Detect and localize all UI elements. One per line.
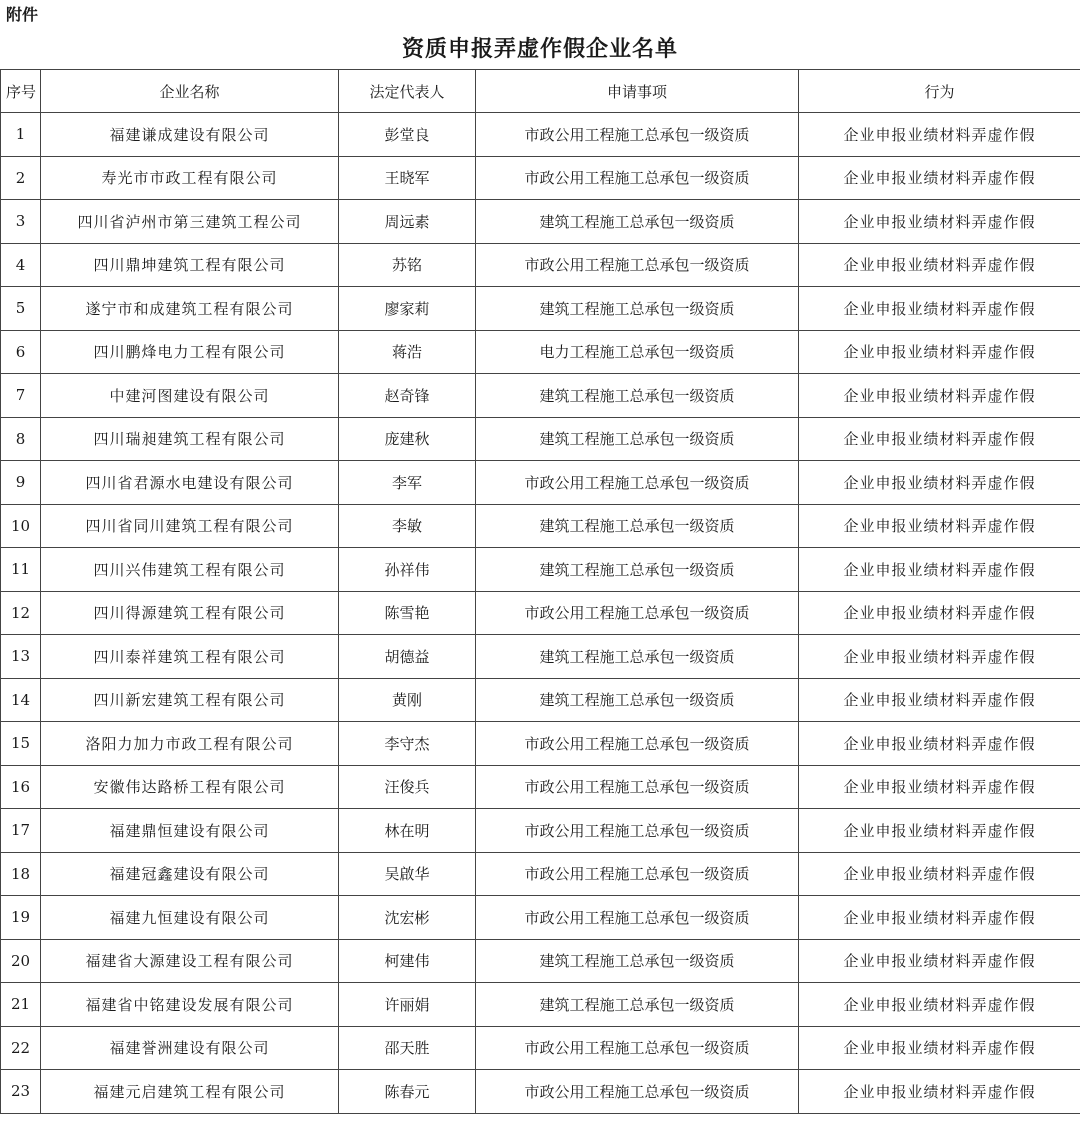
cell-representative: 沈宏彬 [339, 896, 476, 940]
table-row [1, 1026, 1080, 1070]
cell-representative: 赵奇锋 [339, 374, 476, 418]
cell-representative: 李军 [339, 461, 476, 505]
cell-application: 市政公用工程施工总承包一级资质 [476, 722, 799, 766]
cell-company: 四川省君源水电建设有限公司 [41, 461, 339, 505]
cell-representative: 王晓军 [339, 156, 476, 200]
cell-behavior: 企业申报业绩材料弄虚作假 [799, 678, 1080, 722]
cell-application: 市政公用工程施工总承包一级资质 [476, 243, 799, 287]
table-row [1, 591, 1080, 635]
cell-representative: 李敏 [339, 504, 476, 548]
cell-no: 20 [1, 939, 41, 983]
cell-company: 遂宁市和成建筑工程有限公司 [41, 287, 339, 331]
cell-company: 四川泰祥建筑工程有限公司 [41, 635, 339, 679]
cell-behavior: 企业申报业绩材料弄虚作假 [799, 461, 1080, 505]
cell-no: 18 [1, 852, 41, 896]
cell-company: 福建鼎恒建设有限公司 [41, 809, 339, 853]
cell-behavior: 企业申报业绩材料弄虚作假 [799, 504, 1080, 548]
cell-behavior: 企业申报业绩材料弄虚作假 [799, 765, 1080, 809]
table-row [1, 939, 1080, 983]
cell-behavior: 企业申报业绩材料弄虚作假 [799, 852, 1080, 896]
table-row [1, 417, 1080, 461]
cell-no: 19 [1, 896, 41, 940]
cell-company: 安徽伟达路桥工程有限公司 [41, 765, 339, 809]
cell-behavior: 企业申报业绩材料弄虚作假 [799, 1026, 1080, 1070]
table-row [1, 1070, 1080, 1114]
cell-representative: 苏铭 [339, 243, 476, 287]
cell-application: 建筑工程施工总承包一级资质 [476, 635, 799, 679]
table-row [1, 113, 1080, 157]
cell-representative: 林在明 [339, 809, 476, 853]
cell-representative: 周远素 [339, 200, 476, 244]
table-body [1, 113, 1080, 1114]
cell-company: 福建谦成建设有限公司 [41, 113, 339, 157]
cell-company: 福建誉洲建设有限公司 [41, 1026, 339, 1070]
table-row [1, 243, 1080, 287]
cell-no: 15 [1, 722, 41, 766]
cell-company: 福建九恒建设有限公司 [41, 896, 339, 940]
cell-behavior: 企业申报业绩材料弄虚作假 [799, 156, 1080, 200]
cell-behavior: 企业申报业绩材料弄虚作假 [799, 591, 1080, 635]
cell-representative: 胡德益 [339, 635, 476, 679]
cell-application: 建筑工程施工总承包一级资质 [476, 200, 799, 244]
cell-representative: 蒋浩 [339, 330, 476, 374]
header-application: 申请事项 [476, 70, 799, 113]
cell-company: 福建元启建筑工程有限公司 [41, 1070, 339, 1114]
cell-no: 1 [1, 113, 41, 157]
cell-behavior: 企业申报业绩材料弄虚作假 [799, 200, 1080, 244]
table-row [1, 287, 1080, 331]
table-row [1, 200, 1080, 244]
cell-application: 市政公用工程施工总承包一级资质 [476, 591, 799, 635]
cell-no: 14 [1, 678, 41, 722]
cell-behavior: 企业申报业绩材料弄虚作假 [799, 243, 1080, 287]
cell-application: 市政公用工程施工总承包一级资质 [476, 852, 799, 896]
cell-no: 16 [1, 765, 41, 809]
cell-behavior: 企业申报业绩材料弄虚作假 [799, 722, 1080, 766]
cell-no: 6 [1, 330, 41, 374]
cell-no: 11 [1, 548, 41, 592]
cell-representative: 邵天胜 [339, 1026, 476, 1070]
table-row [1, 156, 1080, 200]
table-row [1, 809, 1080, 853]
cell-no: 4 [1, 243, 41, 287]
cell-company: 四川鹏烽电力工程有限公司 [41, 330, 339, 374]
cell-company: 福建冠鑫建设有限公司 [41, 852, 339, 896]
table-row [1, 765, 1080, 809]
table-row [1, 548, 1080, 592]
cell-company: 寿光市市政工程有限公司 [41, 156, 339, 200]
table-row [1, 635, 1080, 679]
cell-behavior: 企业申报业绩材料弄虚作假 [799, 417, 1080, 461]
cell-company: 四川省泸州市第三建筑工程公司 [41, 200, 339, 244]
table-header-row [1, 70, 1080, 113]
cell-application: 建筑工程施工总承包一级资质 [476, 504, 799, 548]
cell-representative: 彭堂良 [339, 113, 476, 157]
cell-behavior: 企业申报业绩材料弄虚作假 [799, 287, 1080, 331]
table-row [1, 678, 1080, 722]
cell-representative: 庞建秋 [339, 417, 476, 461]
cell-application: 市政公用工程施工总承包一级资质 [476, 1026, 799, 1070]
cell-no: 13 [1, 635, 41, 679]
cell-behavior: 企业申报业绩材料弄虚作假 [799, 983, 1080, 1027]
header-company: 企业名称 [41, 70, 339, 113]
cell-no: 3 [1, 200, 41, 244]
cell-no: 7 [1, 374, 41, 418]
cell-no: 9 [1, 461, 41, 505]
cell-no: 22 [1, 1026, 41, 1070]
enterprise-table [0, 69, 1080, 1114]
cell-representative: 廖家莉 [339, 287, 476, 331]
cell-application: 建筑工程施工总承包一级资质 [476, 374, 799, 418]
cell-behavior: 企业申报业绩材料弄虚作假 [799, 635, 1080, 679]
cell-company: 福建省大源建设工程有限公司 [41, 939, 339, 983]
table-row [1, 983, 1080, 1027]
cell-behavior: 企业申报业绩材料弄虚作假 [799, 374, 1080, 418]
table-row [1, 330, 1080, 374]
table-row [1, 504, 1080, 548]
header-no: 序号 [1, 70, 41, 113]
page-title: 资质申报弄虚作假企业名单 [401, 36, 678, 62]
table-row [1, 461, 1080, 505]
cell-no: 5 [1, 287, 41, 331]
cell-company: 福建省中铭建设发展有限公司 [41, 983, 339, 1027]
table-row [1, 852, 1080, 896]
cell-application: 市政公用工程施工总承包一级资质 [476, 156, 799, 200]
cell-application: 建筑工程施工总承包一级资质 [476, 417, 799, 461]
cell-representative: 黄刚 [339, 678, 476, 722]
cell-no: 21 [1, 983, 41, 1027]
cell-application: 市政公用工程施工总承包一级资质 [476, 113, 799, 157]
cell-representative: 陈雪艳 [339, 591, 476, 635]
cell-application: 市政公用工程施工总承包一级资质 [476, 765, 799, 809]
cell-application: 建筑工程施工总承包一级资质 [476, 287, 799, 331]
cell-application: 市政公用工程施工总承包一级资质 [476, 896, 799, 940]
cell-no: 8 [1, 417, 41, 461]
table-row [1, 722, 1080, 766]
cell-behavior: 企业申报业绩材料弄虚作假 [799, 939, 1080, 983]
cell-no: 2 [1, 156, 41, 200]
cell-behavior: 企业申报业绩材料弄虚作假 [799, 548, 1080, 592]
cell-behavior: 企业申报业绩材料弄虚作假 [799, 896, 1080, 940]
cell-application: 建筑工程施工总承包一级资质 [476, 983, 799, 1027]
cell-no: 17 [1, 809, 41, 853]
cell-application: 市政公用工程施工总承包一级资质 [476, 809, 799, 853]
cell-representative: 李守杰 [339, 722, 476, 766]
cell-application: 建筑工程施工总承包一级资质 [476, 548, 799, 592]
cell-company: 中建河图建设有限公司 [41, 374, 339, 418]
cell-behavior: 企业申报业绩材料弄虚作假 [799, 330, 1080, 374]
cell-application: 建筑工程施工总承包一级资质 [476, 678, 799, 722]
cell-representative: 孙祥伟 [339, 548, 476, 592]
cell-representative: 许丽娟 [339, 983, 476, 1027]
cell-company: 四川省同川建筑工程有限公司 [41, 504, 339, 548]
cell-no: 10 [1, 504, 41, 548]
cell-representative: 陈春元 [339, 1070, 476, 1114]
cell-behavior: 企业申报业绩材料弄虚作假 [799, 809, 1080, 853]
cell-application: 电力工程施工总承包一级资质 [476, 330, 799, 374]
cell-company: 四川新宏建筑工程有限公司 [41, 678, 339, 722]
cell-behavior: 企业申报业绩材料弄虚作假 [799, 1070, 1080, 1114]
cell-company: 四川鼎坤建筑工程有限公司 [41, 243, 339, 287]
header-behavior: 行为 [799, 70, 1080, 113]
cell-application: 市政公用工程施工总承包一级资质 [476, 1070, 799, 1114]
table-row [1, 374, 1080, 418]
cell-company: 洛阳力加力市政工程有限公司 [41, 722, 339, 766]
cell-company: 四川瑞昶建筑工程有限公司 [41, 417, 339, 461]
cell-representative: 吴啟华 [339, 852, 476, 896]
cell-company: 四川兴伟建筑工程有限公司 [41, 548, 339, 592]
cell-application: 市政公用工程施工总承包一级资质 [476, 461, 799, 505]
cell-behavior: 企业申报业绩材料弄虚作假 [799, 113, 1080, 157]
cell-no: 12 [1, 591, 41, 635]
cell-application: 建筑工程施工总承包一级资质 [476, 939, 799, 983]
cell-representative: 汪俊兵 [339, 765, 476, 809]
cell-company: 四川得源建筑工程有限公司 [41, 591, 339, 635]
header-representative: 法定代表人 [339, 70, 476, 113]
cell-representative: 柯建伟 [339, 939, 476, 983]
table-row [1, 896, 1080, 940]
attachment-label: 附件 [6, 5, 39, 24]
cell-no: 23 [1, 1070, 41, 1114]
